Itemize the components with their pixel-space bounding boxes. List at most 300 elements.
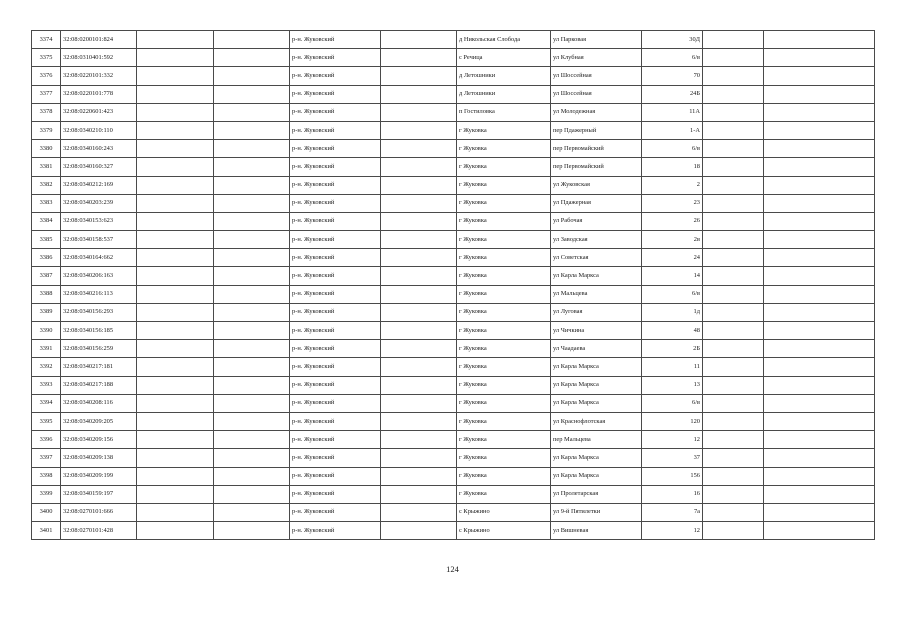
cell-locality: г Жуковка	[457, 176, 551, 194]
cell-house: 18	[642, 158, 703, 176]
cell-locality: г Жуковка	[457, 231, 551, 249]
cell-cadastral-number: 32:08:0340164:662	[61, 249, 137, 267]
cell-cadastral-number: 32:08:0340212:169	[61, 176, 137, 194]
cell-empty	[381, 303, 457, 321]
cell-empty	[214, 158, 290, 176]
cell-row-number: 3394	[32, 394, 61, 412]
cell-locality: д Летошники	[457, 67, 551, 85]
table-row	[32, 285, 875, 303]
cell-empty	[703, 285, 764, 303]
cell-district: р-н. Жуковский	[290, 358, 381, 376]
cell-house: 37	[642, 449, 703, 467]
cell-locality: с Крыжино	[457, 503, 551, 521]
cell-cadastral-number: 32:08:0340210:110	[61, 121, 137, 139]
cell-house: 2в	[642, 231, 703, 249]
cell-empty	[703, 49, 764, 67]
cell-district: р-н. Жуковский	[290, 303, 381, 321]
cell-empty	[214, 412, 290, 430]
cell-street: пер Мальцева	[551, 431, 642, 449]
cell-empty	[703, 249, 764, 267]
cell-street: ул Чаадаева	[551, 340, 642, 358]
cell-district: р-н. Жуковский	[290, 376, 381, 394]
cell-empty	[764, 449, 875, 467]
cell-locality: г Жуковка	[457, 249, 551, 267]
cell-cadastral-number: 32:08:0340156:185	[61, 322, 137, 340]
cell-cadastral-number: 32:08:0340156:259	[61, 340, 137, 358]
cell-empty	[764, 158, 875, 176]
cell-locality: г Жуковка	[457, 358, 551, 376]
cell-district: р-н. Жуковский	[290, 176, 381, 194]
cell-empty	[703, 340, 764, 358]
table-row	[32, 85, 875, 103]
cell-locality: г Жуковка	[457, 212, 551, 230]
table-row	[32, 412, 875, 430]
cell-district: р-н. Жуковский	[290, 449, 381, 467]
cell-house: 1д	[642, 303, 703, 321]
cell-cadastral-number: 32:08:0340153:623	[61, 212, 137, 230]
cell-empty	[764, 412, 875, 430]
cell-house: 12	[642, 522, 703, 540]
cell-empty	[703, 394, 764, 412]
cell-empty	[764, 358, 875, 376]
cell-empty	[214, 431, 290, 449]
cell-district: р-н. Жуковский	[290, 503, 381, 521]
cell-row-number: 3401	[32, 522, 61, 540]
cell-empty	[703, 467, 764, 485]
table-row	[32, 485, 875, 503]
cell-locality: г Жуковка	[457, 376, 551, 394]
cell-street: ул Вишневая	[551, 522, 642, 540]
cell-locality: с Крыжино	[457, 522, 551, 540]
cell-empty	[764, 340, 875, 358]
cell-empty	[137, 31, 214, 49]
cell-empty	[137, 431, 214, 449]
cell-empty	[381, 340, 457, 358]
cell-row-number: 3393	[32, 376, 61, 394]
cell-district: р-н. Жуковский	[290, 140, 381, 158]
cell-cadastral-number: 32:08:0340206:163	[61, 267, 137, 285]
cell-row-number: 3375	[32, 49, 61, 67]
cell-district: р-н. Жуковский	[290, 285, 381, 303]
cell-district: р-н. Жуковский	[290, 467, 381, 485]
cell-district: р-н. Жуковский	[290, 340, 381, 358]
cell-cadastral-number: 32:08:0340209:156	[61, 431, 137, 449]
cell-locality: г Жуковка	[457, 194, 551, 212]
cell-district: р-н. Жуковский	[290, 431, 381, 449]
table-row	[32, 67, 875, 85]
cell-house: 30Д	[642, 31, 703, 49]
cell-cadastral-number: 32:08:0340203:239	[61, 194, 137, 212]
cell-district: р-н. Жуковский	[290, 31, 381, 49]
cell-empty	[137, 322, 214, 340]
cell-house: 6/в	[642, 285, 703, 303]
cell-street: ул Чичкина	[551, 322, 642, 340]
cell-empty	[703, 67, 764, 85]
cell-cadastral-number: 32:08:0200101:824	[61, 31, 137, 49]
cell-empty	[764, 212, 875, 230]
cell-row-number: 3397	[32, 449, 61, 467]
cell-cadastral-number: 32:08:0340160:327	[61, 158, 137, 176]
cell-empty	[137, 412, 214, 430]
cell-empty	[381, 85, 457, 103]
cell-empty	[381, 394, 457, 412]
cell-house: 24	[642, 249, 703, 267]
cell-street: ул Советская	[551, 249, 642, 267]
cell-empty	[137, 176, 214, 194]
cell-empty	[137, 503, 214, 521]
cell-row-number: 3388	[32, 285, 61, 303]
table-row	[32, 358, 875, 376]
cell-locality: г Жуковка	[457, 340, 551, 358]
cell-empty	[214, 522, 290, 540]
cell-row-number: 3376	[32, 67, 61, 85]
cell-empty	[764, 103, 875, 121]
page-number: 124	[446, 564, 459, 574]
cell-district: р-н. Жуковский	[290, 394, 381, 412]
cell-locality: г Жуковка	[457, 158, 551, 176]
cell-empty	[703, 322, 764, 340]
table-row	[32, 449, 875, 467]
cell-empty	[137, 85, 214, 103]
cell-empty	[764, 249, 875, 267]
cell-empty	[703, 431, 764, 449]
cell-empty	[703, 103, 764, 121]
cell-empty	[703, 449, 764, 467]
cell-empty	[137, 121, 214, 139]
cell-locality: д Никольская Слобода	[457, 31, 551, 49]
cell-empty	[703, 485, 764, 503]
table-row	[32, 394, 875, 412]
cell-street: ул Карла Маркса	[551, 358, 642, 376]
cell-empty	[764, 176, 875, 194]
cell-cadastral-number: 32:08:0310401:592	[61, 49, 137, 67]
cell-district: р-н. Жуковский	[290, 522, 381, 540]
cell-locality: г Жуковка	[457, 467, 551, 485]
cell-empty	[381, 467, 457, 485]
table-row	[32, 467, 875, 485]
cell-empty	[214, 249, 290, 267]
cell-empty	[137, 49, 214, 67]
cell-empty	[381, 231, 457, 249]
cell-empty	[764, 140, 875, 158]
cell-empty	[381, 431, 457, 449]
cell-cadastral-number: 32:08:0340217:188	[61, 376, 137, 394]
cell-cadastral-number: 32:08:0340216:113	[61, 285, 137, 303]
cell-row-number: 3377	[32, 85, 61, 103]
cell-cadastral-number: 32:08:0340159:197	[61, 485, 137, 503]
cell-street: ул Мальцева	[551, 285, 642, 303]
cell-row-number: 3386	[32, 249, 61, 267]
cell-district: р-н. Жуковский	[290, 49, 381, 67]
cell-empty	[214, 212, 290, 230]
cell-street: ул Шоссейная	[551, 85, 642, 103]
cell-row-number: 3390	[32, 322, 61, 340]
table-row	[32, 231, 875, 249]
cell-empty	[137, 485, 214, 503]
cell-empty	[764, 67, 875, 85]
cell-empty	[214, 503, 290, 521]
cell-locality: г Жуковка	[457, 322, 551, 340]
cell-empty	[764, 322, 875, 340]
cell-empty	[703, 303, 764, 321]
cell-row-number: 3400	[32, 503, 61, 521]
cell-empty	[137, 449, 214, 467]
cell-empty	[381, 49, 457, 67]
cell-empty	[381, 67, 457, 85]
cell-empty	[137, 67, 214, 85]
cell-empty	[214, 376, 290, 394]
cell-empty	[703, 158, 764, 176]
table-row	[32, 31, 875, 49]
cell-house: 12	[642, 431, 703, 449]
cell-locality: г Жуковка	[457, 140, 551, 158]
registry-table	[31, 30, 875, 540]
cell-street: ул Пролетарская	[551, 485, 642, 503]
table-row	[32, 431, 875, 449]
table-row	[32, 121, 875, 139]
cell-empty	[137, 267, 214, 285]
cell-street: пер Пдажерный	[551, 121, 642, 139]
cell-empty	[381, 176, 457, 194]
cell-street: пер Первомайский	[551, 158, 642, 176]
cell-empty	[764, 194, 875, 212]
cell-locality: г Жуковка	[457, 485, 551, 503]
table-row	[32, 522, 875, 540]
cell-empty	[764, 376, 875, 394]
cell-cadastral-number: 32:08:0270101:428	[61, 522, 137, 540]
cell-empty	[381, 485, 457, 503]
cell-empty	[137, 376, 214, 394]
cell-empty	[214, 303, 290, 321]
cell-empty	[381, 376, 457, 394]
cell-house: 23	[642, 194, 703, 212]
table-row	[32, 376, 875, 394]
cell-street: ул Молодежная	[551, 103, 642, 121]
cell-empty	[381, 140, 457, 158]
cell-house: 11	[642, 358, 703, 376]
cell-house: 120	[642, 412, 703, 430]
cell-empty	[764, 231, 875, 249]
cell-cadastral-number: 32:08:0340156:293	[61, 303, 137, 321]
cell-empty	[214, 31, 290, 49]
cell-cadastral-number: 32:08:0220101:778	[61, 85, 137, 103]
cell-empty	[703, 31, 764, 49]
cell-row-number: 3378	[32, 103, 61, 121]
cell-house: 6/в	[642, 394, 703, 412]
cell-row-number: 3396	[32, 431, 61, 449]
cell-empty	[214, 103, 290, 121]
cell-empty	[137, 140, 214, 158]
cell-district: р-н. Жуковский	[290, 412, 381, 430]
cell-house: 2Б	[642, 340, 703, 358]
cell-district: р-н. Жуковский	[290, 103, 381, 121]
cell-empty	[137, 285, 214, 303]
table-row	[32, 212, 875, 230]
cell-empty	[703, 176, 764, 194]
cell-empty	[381, 358, 457, 376]
cell-cadastral-number: 32:08:0220601:423	[61, 103, 137, 121]
cell-row-number: 3399	[32, 485, 61, 503]
cell-locality: г Жуковка	[457, 121, 551, 139]
cell-row-number: 3384	[32, 212, 61, 230]
cell-empty	[764, 303, 875, 321]
cell-empty	[703, 85, 764, 103]
cell-street: ул Луговая	[551, 303, 642, 321]
table-row	[32, 49, 875, 67]
cell-row-number: 3383	[32, 194, 61, 212]
cell-empty	[381, 249, 457, 267]
cell-district: р-н. Жуковский	[290, 85, 381, 103]
cell-street: ул Карла Маркса	[551, 267, 642, 285]
cell-street: ул Краснофлотская	[551, 412, 642, 430]
cell-district: р-н. Жуковский	[290, 231, 381, 249]
cell-row-number: 3387	[32, 267, 61, 285]
cell-locality: г Жуковка	[457, 303, 551, 321]
cell-empty	[214, 449, 290, 467]
cell-district: р-н. Жуковский	[290, 249, 381, 267]
cell-house: 24Б	[642, 85, 703, 103]
cell-empty	[381, 285, 457, 303]
table-row	[32, 249, 875, 267]
cell-house: 13	[642, 376, 703, 394]
cell-street: ул Жуковская	[551, 176, 642, 194]
cell-house: 48	[642, 322, 703, 340]
cell-empty	[137, 358, 214, 376]
cell-empty	[137, 467, 214, 485]
cell-house: 156	[642, 467, 703, 485]
cell-cadastral-number: 32:08:0340217:181	[61, 358, 137, 376]
cell-locality: г Жуковка	[457, 285, 551, 303]
cell-street: ул Рабочая	[551, 212, 642, 230]
cell-empty	[764, 467, 875, 485]
cell-empty	[764, 49, 875, 67]
cell-empty	[214, 358, 290, 376]
cell-row-number: 3379	[32, 121, 61, 139]
cell-empty	[214, 231, 290, 249]
cell-empty	[764, 267, 875, 285]
cell-house: 2	[642, 176, 703, 194]
table-row	[32, 140, 875, 158]
cell-street: ул Карла Маркса	[551, 394, 642, 412]
cell-cadastral-number: 32:08:0340208:116	[61, 394, 137, 412]
cell-locality: г Жуковка	[457, 267, 551, 285]
cell-locality: с Речица	[457, 49, 551, 67]
cell-empty	[381, 121, 457, 139]
table-row	[32, 103, 875, 121]
cell-locality: д Летошники	[457, 85, 551, 103]
cell-house: 70	[642, 67, 703, 85]
table-row	[32, 340, 875, 358]
cell-empty	[214, 194, 290, 212]
cell-district: р-н. Жуковский	[290, 194, 381, 212]
cell-street: ул Клубная	[551, 49, 642, 67]
cell-cadastral-number: 32:08:0340209:199	[61, 467, 137, 485]
cell-empty	[137, 194, 214, 212]
cell-row-number: 3398	[32, 467, 61, 485]
cell-street: ул Парковая	[551, 31, 642, 49]
cell-house: 1-А	[642, 121, 703, 139]
cell-empty	[137, 303, 214, 321]
cell-empty	[764, 285, 875, 303]
cell-cadastral-number: 32:08:0340209:138	[61, 449, 137, 467]
cell-locality: п Гостиловка	[457, 103, 551, 121]
cell-cadastral-number: 32:08:0270101:666	[61, 503, 137, 521]
cell-empty	[703, 522, 764, 540]
cell-cadastral-number: 32:08:0340160:243	[61, 140, 137, 158]
cell-empty	[381, 194, 457, 212]
cell-empty	[703, 358, 764, 376]
cell-empty	[381, 412, 457, 430]
cell-empty	[764, 485, 875, 503]
cell-street: ул Шоссейная	[551, 67, 642, 85]
cell-empty	[137, 231, 214, 249]
cell-district: р-н. Жуковский	[290, 485, 381, 503]
cell-house: 16	[642, 485, 703, 503]
cell-empty	[214, 121, 290, 139]
cell-empty	[703, 194, 764, 212]
table-row	[32, 503, 875, 521]
cell-district: р-н. Жуковский	[290, 267, 381, 285]
cell-row-number: 3391	[32, 340, 61, 358]
cell-empty	[703, 503, 764, 521]
cell-street: пер Первомайский	[551, 140, 642, 158]
cell-empty	[703, 231, 764, 249]
table-row	[32, 158, 875, 176]
cell-house: 14	[642, 267, 703, 285]
cell-district: р-н. Жуковский	[290, 322, 381, 340]
cell-empty	[214, 467, 290, 485]
cell-empty	[137, 394, 214, 412]
cell-empty	[764, 31, 875, 49]
cell-district: р-н. Жуковский	[290, 212, 381, 230]
cell-empty	[703, 212, 764, 230]
cell-empty	[703, 267, 764, 285]
cell-empty	[214, 485, 290, 503]
cell-empty	[764, 121, 875, 139]
cell-house: 26	[642, 212, 703, 230]
cell-row-number: 3382	[32, 176, 61, 194]
cell-empty	[381, 31, 457, 49]
cell-house: 6/в	[642, 49, 703, 67]
cell-empty	[381, 449, 457, 467]
cell-cadastral-number: 32:08:0220101:332	[61, 67, 137, 85]
cell-district: р-н. Жуковский	[290, 158, 381, 176]
table-row	[32, 267, 875, 285]
cell-empty	[137, 212, 214, 230]
cell-empty	[137, 103, 214, 121]
cell-street: ул Карла Маркса	[551, 467, 642, 485]
table-row	[32, 303, 875, 321]
cell-empty	[764, 522, 875, 540]
cell-empty	[703, 140, 764, 158]
cell-empty	[381, 212, 457, 230]
cell-house: 11А	[642, 103, 703, 121]
cell-empty	[703, 412, 764, 430]
cell-empty	[764, 394, 875, 412]
cell-row-number: 3385	[32, 231, 61, 249]
cell-empty	[214, 67, 290, 85]
cell-house: 7а	[642, 503, 703, 521]
cell-empty	[214, 49, 290, 67]
cell-empty	[703, 121, 764, 139]
cell-empty	[137, 158, 214, 176]
cell-district: р-н. Жуковский	[290, 121, 381, 139]
cell-row-number: 3395	[32, 412, 61, 430]
cell-empty	[381, 503, 457, 521]
cell-street: ул Карла Маркса	[551, 376, 642, 394]
table-row	[32, 176, 875, 194]
cell-row-number: 3380	[32, 140, 61, 158]
